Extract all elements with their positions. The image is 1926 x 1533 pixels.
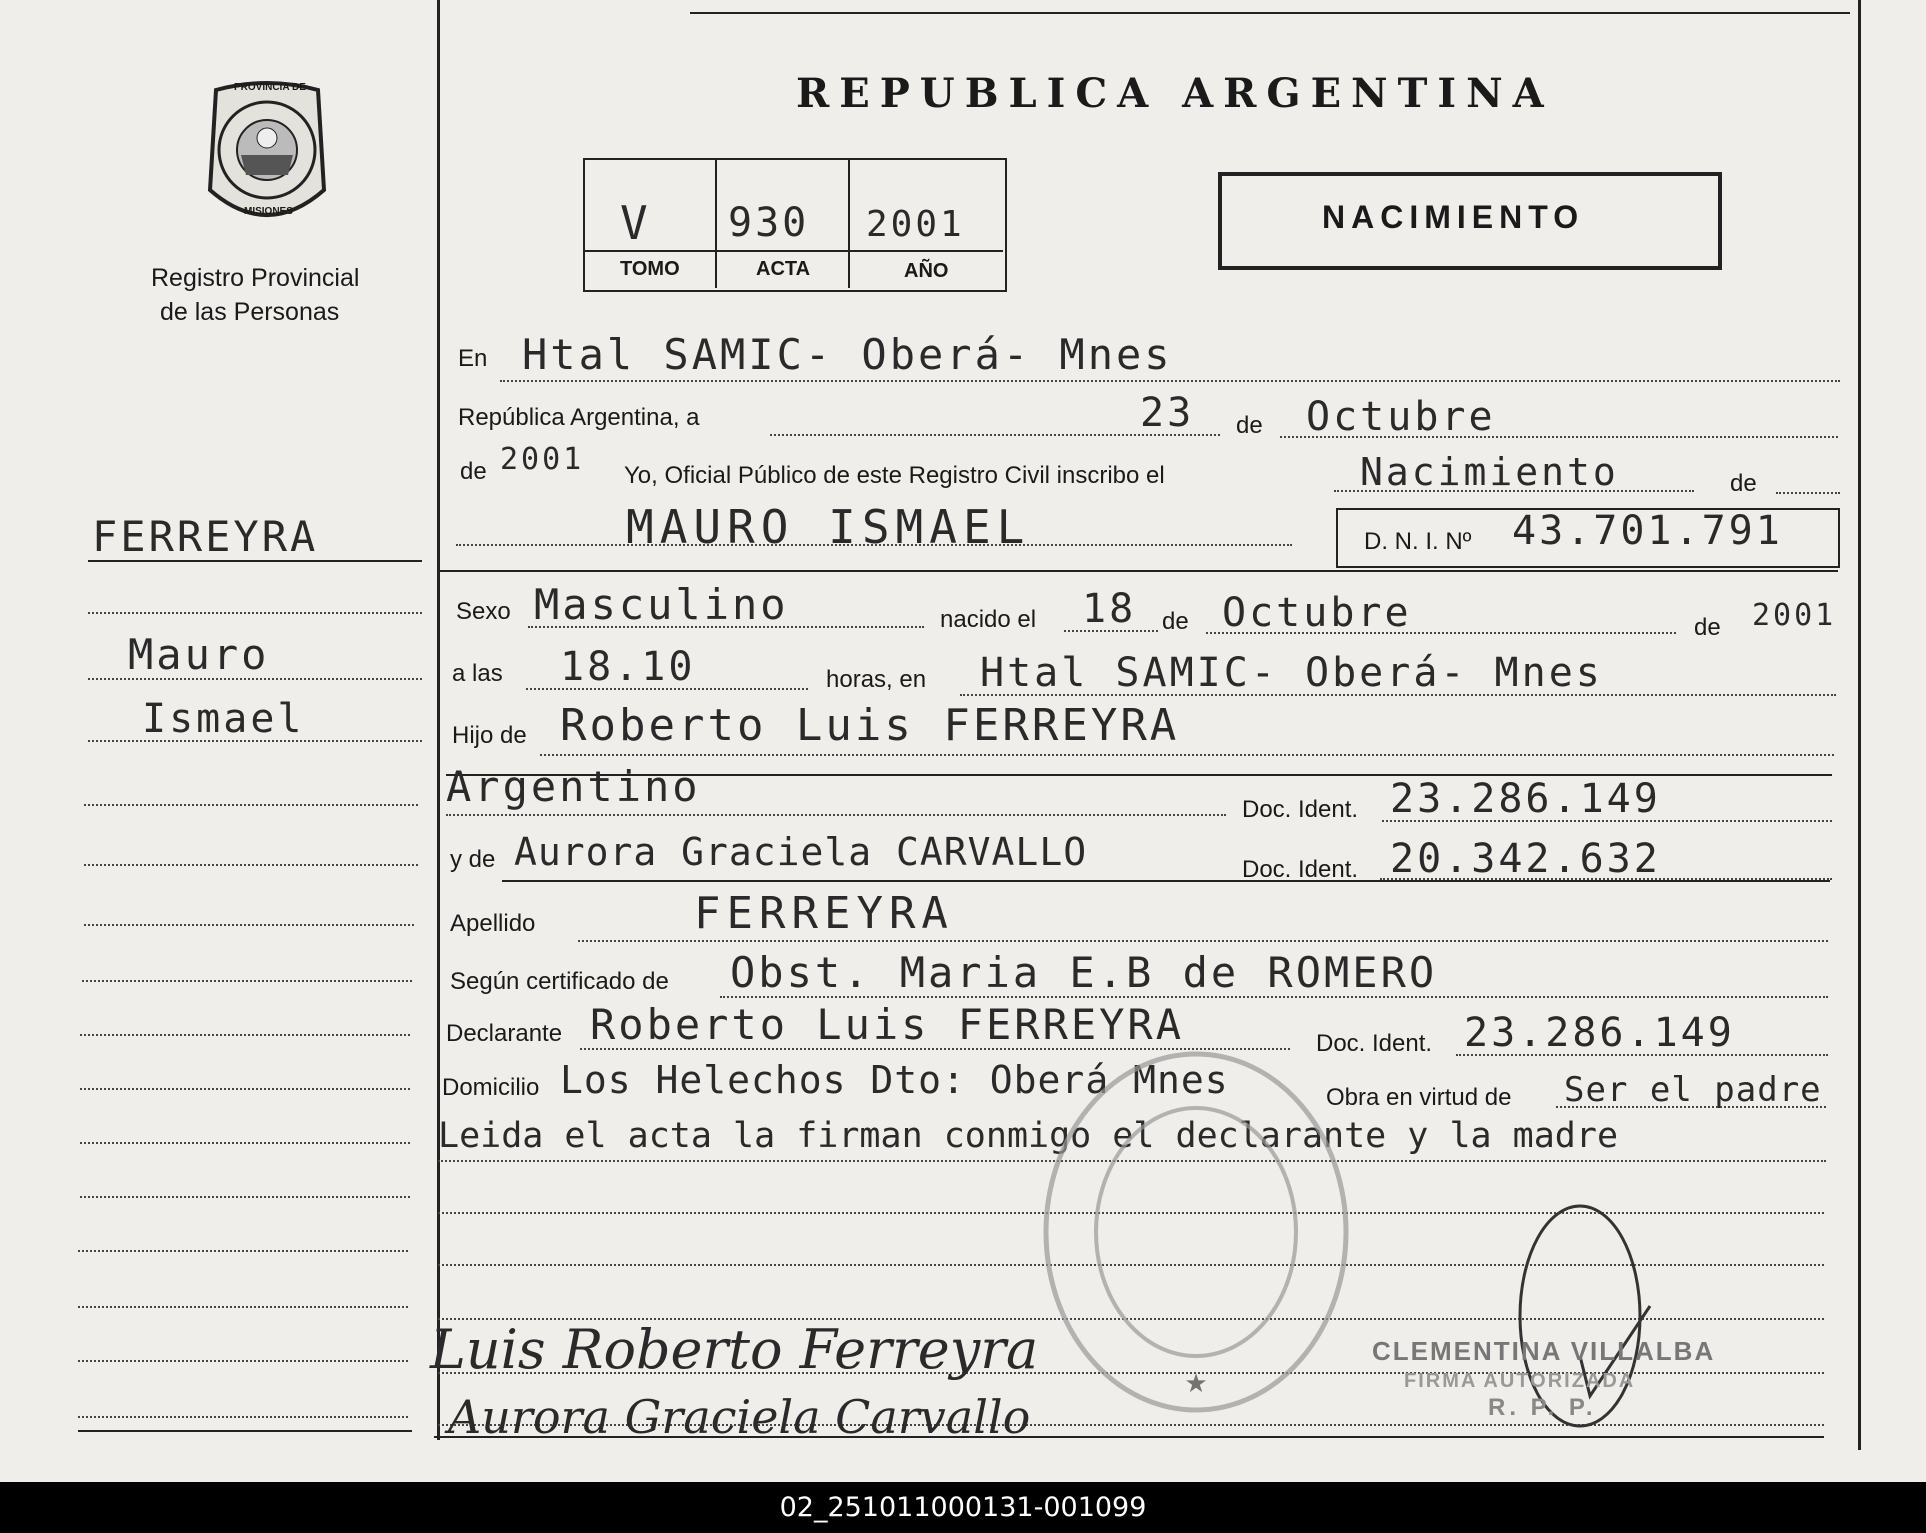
margin-line-3 [88, 740, 422, 742]
nationality-line [446, 814, 1226, 816]
time-value: 18.10 [560, 644, 696, 690]
domicilio-label: Domicilio [442, 1074, 540, 1101]
registry-name-line1: Registro Provincial [151, 264, 360, 292]
act-type-line [1334, 490, 1694, 492]
margin-line-4 [84, 804, 418, 806]
margin-line-9 [80, 1088, 410, 1090]
year-prefix-label: de [460, 458, 487, 485]
svg-text:★: ★ [1184, 1369, 1208, 1399]
margin-line-1 [88, 612, 422, 614]
declarante-value: Roberto Luis FERREYRA [590, 1000, 1185, 1049]
republica-label: República Argentina, a [458, 404, 700, 431]
dni-label: D. N. I. Nº [1364, 528, 1472, 555]
father-nationality: Argentino [446, 762, 701, 811]
doc-label-declarante: Doc. Ident. [1316, 1030, 1433, 1057]
birth-month: Octubre [1222, 590, 1412, 636]
record-type: NACIMIENTO [1322, 199, 1585, 235]
apellido-value: FERREYRA [694, 888, 954, 939]
alas-label: a las [452, 660, 503, 687]
margin-surname-line [88, 560, 422, 562]
en-value: Htal SAMIC- Oberá- Mnes [522, 330, 1173, 379]
nacido-label: nacido el [940, 606, 1037, 633]
birth-day-line [1064, 630, 1158, 632]
official-title: FIRMA AUTORIZADA [1404, 1370, 1636, 1392]
margin-line-5 [84, 864, 418, 866]
father-doc-line [1382, 820, 1832, 822]
yo-text: Yo, Oficial Público de este Registro Civil inscribo el [624, 462, 1165, 489]
apellido-label: Apellido [450, 910, 536, 937]
document-code: 02_251011000131-001099 [0, 1482, 1926, 1533]
mother-doc: 20.342.632 [1390, 836, 1661, 882]
margin-surname: FERREYRA [92, 512, 319, 561]
record-box-hline [585, 250, 1003, 252]
margin-line-11 [80, 1196, 410, 1198]
dni-value: 43.701.791 [1512, 508, 1783, 554]
margin-line-14 [78, 1360, 408, 1362]
obra-value: Ser el padre [1564, 1070, 1822, 1110]
segun-value: Obst. Maria E.B de ROMERO [730, 948, 1438, 997]
seal-bottom-text: MISIONES [244, 206, 293, 217]
record-box-divider-1 [715, 160, 717, 288]
official-org: R. P. P. [1488, 1394, 1597, 1421]
leida-value: Leida el acta la firman conmigo el declarante y la madre [438, 1116, 1619, 1156]
registry-name-line2: de las Personas [160, 298, 340, 326]
margin-name2: Ismael [142, 696, 305, 742]
name-section-rule [440, 570, 1838, 572]
hijo-label: Hijo de [452, 722, 527, 749]
declarante-doc-line [1456, 1054, 1828, 1056]
sexo-line [528, 626, 924, 628]
yde-label: y de [450, 846, 496, 873]
place-value: Htal SAMIC- Oberá- Mnes [980, 650, 1603, 696]
margin-line-6 [84, 924, 414, 926]
place-line [960, 694, 1836, 696]
official-stamp-icon [1036, 1042, 1356, 1422]
father-name-line [540, 754, 1834, 756]
de-line-2 [1776, 492, 1840, 494]
top-border [690, 12, 1850, 14]
birth-year: 2001 [1752, 598, 1837, 633]
de-label-3: de [1162, 608, 1189, 635]
birth-day: 18 [1082, 586, 1137, 632]
declarante-label: Declarante [446, 1020, 563, 1047]
act-type-value: Nacimiento [1360, 450, 1619, 494]
country-title: REPUBLICA ARGENTINA [796, 70, 1554, 117]
margin-line-15 [78, 1416, 408, 1418]
month-value: Octubre [1306, 394, 1496, 440]
father-doc: 23.286.149 [1390, 776, 1661, 822]
margin-line-8 [80, 1034, 410, 1036]
margin-line-10 [80, 1142, 410, 1144]
mother-section-rule [502, 880, 1830, 882]
mother-name: Aurora Graciela CARVALLO [514, 830, 1088, 874]
margin-line-7 [82, 980, 412, 982]
margin-line-12 [78, 1250, 408, 1252]
ano-value: 2001 [866, 204, 965, 245]
acta-label: ACTA [756, 258, 811, 280]
en-label: En [458, 345, 488, 372]
doc-label-mother: Doc. Ident. [1242, 856, 1359, 883]
de-label: de [1236, 412, 1263, 439]
tomo-label: TOMO [620, 258, 680, 280]
segun-line [720, 996, 1828, 998]
official-name: CLEMENTINA VILLALBA [1372, 1336, 1716, 1366]
acta-value: 930 [728, 200, 810, 246]
margin-name1: Mauro [128, 630, 270, 679]
day-value: 23 [1140, 390, 1195, 436]
seal-top-text: PROVINCIA DE [234, 82, 306, 93]
birth-month-line [1206, 632, 1676, 634]
margin-bottom-rule [78, 1430, 412, 1432]
de-label-2: de [1730, 470, 1757, 497]
left-column-border [437, 0, 440, 1440]
signature-mother: Aurora Graciela Carvallo [448, 1390, 1031, 1444]
year-value: 2001 [500, 442, 585, 477]
apellido-line [578, 940, 1828, 942]
signature-father: Luis Roberto Ferreyra [430, 1318, 1039, 1381]
sexo-label: Sexo [456, 598, 511, 625]
doc-label-father: Doc. Ident. [1242, 796, 1359, 823]
obra-line [1556, 1106, 1826, 1108]
segun-label: Según certificado de [450, 968, 669, 995]
right-border [1858, 0, 1861, 1450]
father-name: Roberto Luis FERREYRA [560, 700, 1180, 751]
obra-label: Obra en virtud de [1326, 1084, 1512, 1111]
tomo-value: V [620, 196, 651, 250]
horas-label: horas, en [826, 666, 927, 693]
record-box-divider-2 [848, 160, 850, 288]
de-label-4: de [1694, 614, 1721, 641]
domicilio-value: Los Helechos Dto: Oberá Mnes [560, 1058, 1229, 1102]
sexo-value: Masculino [534, 580, 789, 629]
month-line [1280, 436, 1838, 438]
margin-line-2 [88, 678, 422, 680]
ano-label: AÑO [904, 260, 949, 282]
child-name-line [456, 544, 1292, 546]
time-line [526, 688, 808, 690]
en-line [500, 380, 1840, 382]
declarante-doc: 23.286.149 [1464, 1010, 1735, 1056]
child-name: MAURO ISMAEL [626, 500, 1031, 554]
margin-line-13 [78, 1306, 408, 1308]
